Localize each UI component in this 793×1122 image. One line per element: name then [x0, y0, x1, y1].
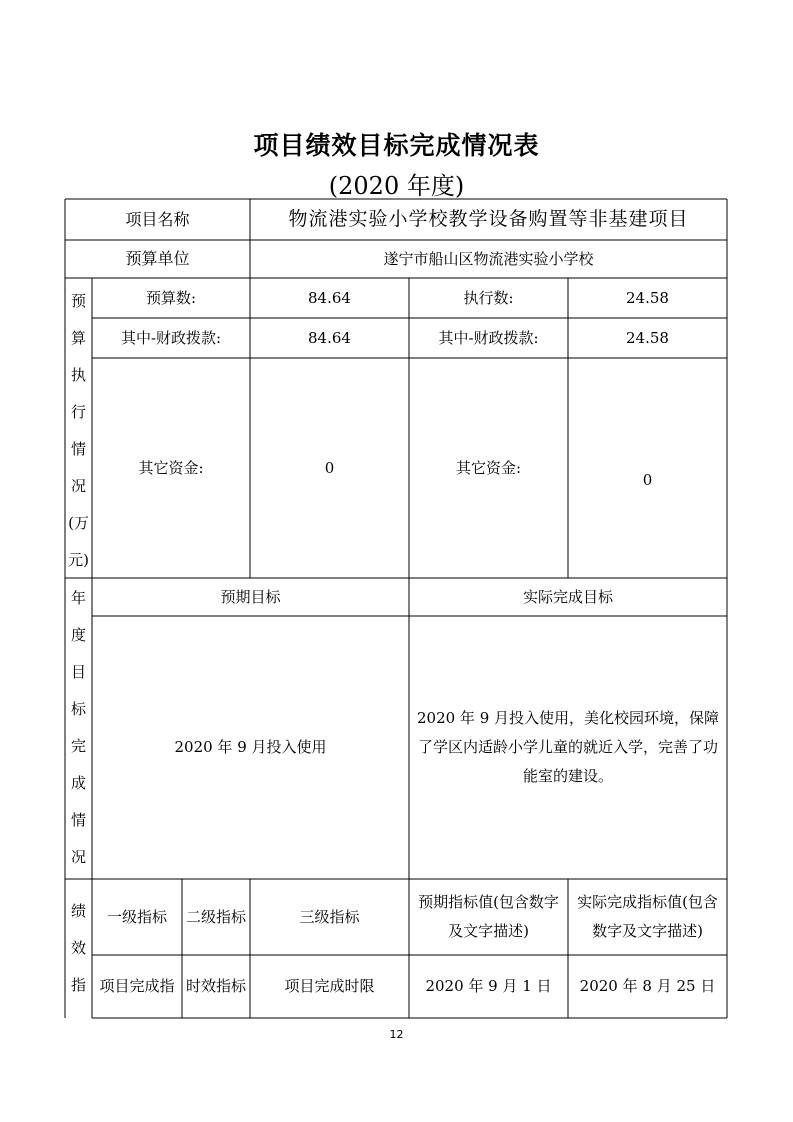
budget-amount-value: 84.64	[308, 288, 351, 307]
perf-cell-level2: 时效指标	[185, 977, 246, 996]
other-funds-value-planned: 0	[324, 458, 335, 477]
budget-unit-label: 预算单位	[125, 249, 190, 268]
budget-unit-value: 遂宁市船山区物流港实验小学校	[383, 249, 594, 268]
perf-cell-level1: 项目完成指	[99, 977, 175, 996]
perf-section-label: 绩 效 指	[70, 902, 86, 994]
budget-amount-label: 预算数:	[145, 288, 197, 307]
goal-section-label: 年 度 目 标 完 成 情 况	[70, 589, 86, 866]
perf-header-actual: 实际完成指标值(包含数字及文字描述)	[577, 892, 718, 940]
perf-header-level2: 二级指标	[185, 907, 246, 926]
perf-header-level3: 三级指标	[299, 907, 360, 926]
project-name-label: 项目名称	[125, 209, 190, 229]
perf-cell-expected: 2020 年 9 月 1 日	[425, 977, 552, 996]
expected-goal-header: 预期目标	[220, 587, 281, 606]
fiscal-label-planned: 其中-财政拨款:	[120, 328, 222, 347]
perf-header-level1: 一级指标	[106, 907, 167, 926]
budget-section-label: 预 算 执 行 情 况 (万 元)	[68, 292, 89, 569]
fiscal-label-executed: 其中-财政拨款:	[438, 328, 539, 347]
executed-value: 24.58	[626, 288, 669, 307]
fiscal-value-executed: 24.58	[626, 328, 669, 347]
perf-cell-actual: 2020 年 8 月 25 日	[579, 977, 716, 996]
fiscal-value-planned: 84.64	[308, 328, 351, 347]
page-number: 12	[389, 1028, 404, 1041]
perf-header-expected: 预期指标值(包含数字及文字描述)	[418, 892, 559, 940]
other-funds-label-executed: 其它资金:	[455, 458, 522, 477]
other-funds-value-executed: 0	[642, 470, 653, 489]
actual-goal-header: 实际完成目标	[522, 587, 613, 606]
other-funds-label-planned: 其它资金:	[138, 458, 204, 477]
project-name-value: 物流港实验小学校教学设备购置等非基建项目	[288, 208, 689, 231]
page-title: 项目绩效目标完成情况表	[253, 131, 540, 160]
year-subtitle: (2020 年度)	[328, 172, 465, 200]
expected-goal-text: 2020 年 9 月投入使用	[174, 738, 327, 757]
perf-cell-level3: 项目完成时限	[284, 977, 375, 996]
executed-label: 执行数:	[463, 288, 514, 307]
actual-goal-text: 2020 年 9 月投入使用，美化校园环境，保障了学区内适龄小学儿童的就近入学，完善了功能室的建设。	[416, 708, 720, 786]
